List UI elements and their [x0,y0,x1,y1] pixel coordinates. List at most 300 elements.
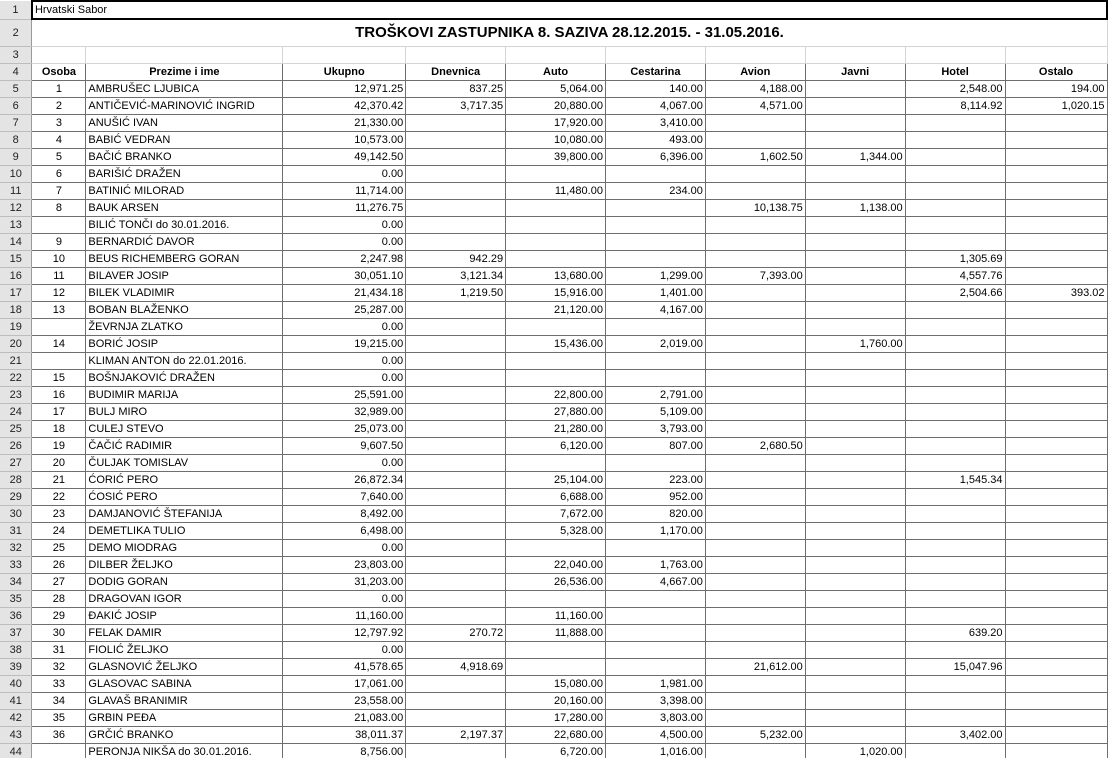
cell-ukupno[interactable]: 0.00 [283,370,406,387]
cell-avion[interactable]: 4,571.00 [705,98,805,115]
row-header[interactable]: 14 [0,234,32,251]
cell-name[interactable]: DEMETLIKA TULIO [86,523,283,540]
cell-name[interactable]: DRAGOVAN IGOR [86,591,283,608]
cell-dnevnica[interactable] [406,319,506,336]
cell-hotel[interactable] [905,183,1005,200]
cell-hotel[interactable]: 1,305.69 [905,251,1005,268]
cell-avion[interactable]: 5,232.00 [705,727,805,744]
cell-cestarina[interactable] [605,591,705,608]
cell-ukupno[interactable]: 32,989.00 [283,404,406,421]
cell-ostalo[interactable]: 194.00 [1005,81,1107,98]
cell-javni[interactable] [805,166,905,183]
cell-osoba[interactable]: 17 [32,404,86,421]
cell-ostalo[interactable] [1005,319,1107,336]
cell-ukupno[interactable]: 25,591.00 [283,387,406,404]
cell-osoba[interactable]: 36 [32,727,86,744]
cell-name[interactable]: BORIĆ JOSIP [86,336,283,353]
cell-javni[interactable] [805,115,905,132]
column-header[interactable]: Auto [506,64,606,81]
row-header[interactable]: 8 [0,132,32,149]
cell-javni[interactable] [805,523,905,540]
cell-hotel[interactable]: 3,402.00 [905,727,1005,744]
cell-name[interactable]: BABIĆ VEDRAN [86,132,283,149]
cell-osoba[interactable]: 31 [32,642,86,659]
cell-avion[interactable] [705,710,805,727]
cell-ostalo[interactable] [1005,404,1107,421]
cell-avion[interactable] [705,676,805,693]
cell-dnevnica[interactable]: 2,197.37 [406,727,506,744]
row-header[interactable]: 40 [0,676,32,693]
cell-hotel[interactable] [905,319,1005,336]
cell-avion[interactable]: 4,188.00 [705,81,805,98]
cell-ukupno[interactable]: 42,370.42 [283,98,406,115]
cell-osoba[interactable]: 4 [32,132,86,149]
cell-javni[interactable] [805,285,905,302]
cell-osoba[interactable]: 16 [32,387,86,404]
cell-dnevnica[interactable] [406,234,506,251]
empty-cell[interactable] [506,47,606,64]
empty-cell[interactable] [805,47,905,64]
cell-avion[interactable] [705,540,805,557]
cell-ukupno[interactable]: 0.00 [283,540,406,557]
cell-osoba[interactable]: 1 [32,81,86,98]
cell-ostalo[interactable] [1005,557,1107,574]
cell-avion[interactable] [705,455,805,472]
cell-dnevnica[interactable] [406,591,506,608]
cell-cestarina[interactable]: 2,019.00 [605,336,705,353]
cell-dnevnica[interactable] [406,115,506,132]
cell-javni[interactable] [805,727,905,744]
cell-osoba[interactable]: 6 [32,166,86,183]
cell-dnevnica[interactable] [406,540,506,557]
cell-dnevnica[interactable] [406,166,506,183]
cell-auto[interactable]: 20,160.00 [506,693,606,710]
cell-ukupno[interactable]: 41,578.65 [283,659,406,676]
cell-javni[interactable] [805,251,905,268]
cell-ostalo[interactable] [1005,115,1107,132]
cell-name[interactable]: ĆOSIĆ PERO [86,489,283,506]
cell-auto[interactable]: 27,880.00 [506,404,606,421]
cell-javni[interactable] [805,370,905,387]
cell-cestarina[interactable] [605,370,705,387]
cell-name[interactable]: BARIŠIĆ DRAŽEN [86,166,283,183]
row-header[interactable]: 19 [0,319,32,336]
cell-ukupno[interactable]: 0.00 [283,319,406,336]
cell-javni[interactable]: 1,020.00 [805,744,905,758]
cell-dnevnica[interactable] [406,523,506,540]
cell-avion[interactable] [705,489,805,506]
empty-cell[interactable] [32,47,86,64]
empty-cell[interactable] [86,47,283,64]
cell-name[interactable]: BEUS RICHEMBERG GORAN [86,251,283,268]
cell-cestarina[interactable]: 5,109.00 [605,404,705,421]
cell-dnevnica[interactable] [406,200,506,217]
cell-ostalo[interactable] [1005,659,1107,676]
cell-hotel[interactable] [905,506,1005,523]
cell-ostalo[interactable] [1005,676,1107,693]
cell-auto[interactable]: 6,688.00 [506,489,606,506]
cell-auto[interactable]: 39,800.00 [506,149,606,166]
cell-cestarina[interactable] [605,353,705,370]
cell-avion[interactable] [705,353,805,370]
cell-auto[interactable] [506,200,606,217]
cell-name[interactable]: DEMO MIODRAG [86,540,283,557]
cell-osoba[interactable]: 22 [32,489,86,506]
cell-cestarina[interactable] [605,200,705,217]
cell-osoba[interactable]: 19 [32,438,86,455]
cell-cestarina[interactable] [605,625,705,642]
cell-dnevnica[interactable] [406,608,506,625]
cell-cestarina[interactable]: 4,167.00 [605,302,705,319]
cell-ukupno[interactable]: 8,492.00 [283,506,406,523]
row-header[interactable]: 23 [0,387,32,404]
row-header[interactable]: 7 [0,115,32,132]
cell-hotel[interactable] [905,540,1005,557]
cell-cestarina[interactable] [605,455,705,472]
cell-hotel[interactable]: 2,504.66 [905,285,1005,302]
cell-osoba[interactable]: 34 [32,693,86,710]
cell-ostalo[interactable] [1005,387,1107,404]
cell-ukupno[interactable]: 10,573.00 [283,132,406,149]
cell-osoba[interactable]: 3 [32,115,86,132]
cell-auto[interactable] [506,234,606,251]
cell-cestarina[interactable]: 234.00 [605,183,705,200]
cell-hotel[interactable] [905,489,1005,506]
row-header[interactable]: 9 [0,149,32,166]
cell-cestarina[interactable]: 807.00 [605,438,705,455]
cell-dnevnica[interactable] [406,744,506,758]
row-header[interactable]: 30 [0,506,32,523]
cell-name[interactable]: ĆORIĆ PERO [86,472,283,489]
cell-avion[interactable]: 21,612.00 [705,659,805,676]
cell-cestarina[interactable]: 4,500.00 [605,727,705,744]
cell-osoba[interactable]: 32 [32,659,86,676]
cell-auto[interactable]: 17,280.00 [506,710,606,727]
row-header[interactable]: 11 [0,183,32,200]
row-header[interactable]: 39 [0,659,32,676]
empty-cell[interactable] [705,47,805,64]
cell-cestarina[interactable] [605,659,705,676]
row-header[interactable]: 29 [0,489,32,506]
cell-javni[interactable] [805,540,905,557]
cell-cestarina[interactable] [605,642,705,659]
cell-hotel[interactable]: 2,548.00 [905,81,1005,98]
cell-auto[interactable]: 22,800.00 [506,387,606,404]
cell-ukupno[interactable]: 6,498.00 [283,523,406,540]
empty-cell[interactable] [1005,47,1107,64]
cell-ukupno[interactable]: 7,640.00 [283,489,406,506]
cell-cestarina[interactable]: 1,401.00 [605,285,705,302]
cell-auto[interactable] [506,353,606,370]
cell-ostalo[interactable] [1005,268,1107,285]
cell-osoba[interactable]: 24 [32,523,86,540]
empty-cell[interactable] [406,47,506,64]
cell-hotel[interactable] [905,336,1005,353]
cell-avion[interactable] [705,183,805,200]
cell-hotel[interactable]: 639.20 [905,625,1005,642]
cell-ostalo[interactable] [1005,149,1107,166]
cell-auto[interactable]: 17,920.00 [506,115,606,132]
cell-auto[interactable]: 11,888.00 [506,625,606,642]
cell-avion[interactable] [705,693,805,710]
cell-hotel[interactable]: 1,545.34 [905,472,1005,489]
cell-osoba[interactable] [32,319,86,336]
cell-avion[interactable] [705,472,805,489]
cell-javni[interactable] [805,81,905,98]
row-header[interactable]: 6 [0,98,32,115]
cell-cestarina[interactable]: 2,791.00 [605,387,705,404]
cell-auto[interactable]: 11,160.00 [506,608,606,625]
cell-javni[interactable] [805,268,905,285]
cell-dnevnica[interactable] [406,676,506,693]
cell-cestarina[interactable] [605,319,705,336]
cell-cestarina[interactable]: 1,170.00 [605,523,705,540]
cell-ukupno[interactable]: 23,558.00 [283,693,406,710]
cell-osoba[interactable]: 28 [32,591,86,608]
cell-dnevnica[interactable] [406,302,506,319]
cell-auto[interactable] [506,251,606,268]
cell-ostalo[interactable] [1005,200,1107,217]
cell-dnevnica[interactable] [406,183,506,200]
row-header[interactable]: 10 [0,166,32,183]
cell-dnevnica[interactable] [406,336,506,353]
cell-cestarina[interactable]: 223.00 [605,472,705,489]
cell-auto[interactable]: 6,120.00 [506,438,606,455]
report-title[interactable]: TROŠKOVI ZASTUPNIKA 8. SAZIVA 28.12.2015. - 31.05.2016. [32,19,1107,47]
row-header[interactable]: 34 [0,574,32,591]
row-header[interactable]: 41 [0,693,32,710]
cell-name[interactable]: BUDIMIR MARIJA [86,387,283,404]
cell-dnevnica[interactable] [406,370,506,387]
cell-osoba[interactable]: 23 [32,506,86,523]
cell-javni[interactable] [805,625,905,642]
cell-name[interactable]: ANUŠIĆ IVAN [86,115,283,132]
cell-javni[interactable] [805,404,905,421]
cell-hotel[interactable] [905,523,1005,540]
cell-hotel[interactable] [905,642,1005,659]
cell-avion[interactable]: 2,680.50 [705,438,805,455]
cell-ostalo[interactable] [1005,421,1107,438]
column-header[interactable]: Hotel [905,64,1005,81]
row-header[interactable]: 3 [0,47,32,64]
cell-javni[interactable] [805,591,905,608]
cell-osoba[interactable]: 15 [32,370,86,387]
cell-ukupno[interactable]: 0.00 [283,217,406,234]
cell-auto[interactable]: 20,880.00 [506,98,606,115]
cell-hotel[interactable] [905,693,1005,710]
cell-ukupno[interactable]: 26,872.34 [283,472,406,489]
cell-osoba[interactable]: 14 [32,336,86,353]
cell-name[interactable]: ĐAKIĆ JOSIP [86,608,283,625]
cell-hotel[interactable] [905,200,1005,217]
cell-hotel[interactable] [905,455,1005,472]
cell-name[interactable]: GLASNOVIĆ ŽELJKO [86,659,283,676]
row-header[interactable]: 33 [0,557,32,574]
cell-javni[interactable]: 1,344.00 [805,149,905,166]
cell-osoba[interactable] [32,353,86,370]
cell-ukupno[interactable]: 0.00 [283,455,406,472]
cell-hotel[interactable] [905,744,1005,758]
cell-avion[interactable]: 1,602.50 [705,149,805,166]
empty-cell[interactable] [283,47,406,64]
cell-hotel[interactable] [905,302,1005,319]
cell-dnevnica[interactable] [406,149,506,166]
cell-osoba[interactable]: 26 [32,557,86,574]
cell-dnevnica[interactable] [406,217,506,234]
cell-javni[interactable] [805,659,905,676]
cell-javni[interactable] [805,132,905,149]
row-header[interactable]: 20 [0,336,32,353]
cell-hotel[interactable] [905,353,1005,370]
cell-javni[interactable] [805,302,905,319]
cell-cestarina[interactable]: 3,410.00 [605,115,705,132]
cell-ukupno[interactable]: 0.00 [283,166,406,183]
cell-osoba[interactable]: 18 [32,421,86,438]
cell-auto[interactable] [506,642,606,659]
cell-ostalo[interactable] [1005,642,1107,659]
cell-ostalo[interactable] [1005,744,1107,758]
cell-javni[interactable] [805,472,905,489]
cell-javni[interactable] [805,506,905,523]
cell-auto[interactable]: 6,720.00 [506,744,606,758]
cell-avion[interactable] [705,302,805,319]
row-header[interactable]: 32 [0,540,32,557]
cell-osoba[interactable]: 20 [32,455,86,472]
cell-avion[interactable] [705,421,805,438]
cell-hotel[interactable] [905,387,1005,404]
cell-osoba[interactable]: 13 [32,302,86,319]
cell-javni[interactable]: 1,760.00 [805,336,905,353]
cell-hotel[interactable] [905,166,1005,183]
cell-ostalo[interactable] [1005,353,1107,370]
cell-ukupno[interactable]: 0.00 [283,591,406,608]
cell-ostalo[interactable] [1005,710,1107,727]
cell-ostalo[interactable] [1005,217,1107,234]
row-header[interactable]: 13 [0,217,32,234]
row-header[interactable]: 43 [0,727,32,744]
cell-name[interactable]: PERONJA NIKŠA do 30.01.2016. [86,744,283,758]
row-header[interactable]: 22 [0,370,32,387]
cell-dnevnica[interactable]: 270.72 [406,625,506,642]
cell-auto[interactable]: 7,672.00 [506,506,606,523]
cell-name[interactable]: BAUK ARSEN [86,200,283,217]
cell-name[interactable]: ČULJAK TOMISLAV [86,455,283,472]
cell-avion[interactable] [705,132,805,149]
cell-name[interactable]: BILAVER JOSIP [86,268,283,285]
cell-hotel[interactable]: 15,047.96 [905,659,1005,676]
cell-hotel[interactable] [905,557,1005,574]
cell-hotel[interactable]: 4,557.76 [905,268,1005,285]
cell-hotel[interactable] [905,149,1005,166]
cell-ostalo[interactable] [1005,455,1107,472]
cell-ukupno[interactable]: 9,607.50 [283,438,406,455]
cell-cestarina[interactable]: 1,763.00 [605,557,705,574]
cell-avion[interactable] [705,166,805,183]
cell-dnevnica[interactable] [406,472,506,489]
cell-ukupno[interactable]: 38,011.37 [283,727,406,744]
row-header[interactable]: 27 [0,455,32,472]
cell-ukupno[interactable]: 0.00 [283,642,406,659]
cell-ukupno[interactable]: 8,756.00 [283,744,406,758]
cell-ostalo[interactable] [1005,506,1107,523]
cell-javni[interactable] [805,676,905,693]
cell-ostalo[interactable]: 393.02 [1005,285,1107,302]
cell-name[interactable]: KLIMAN ANTON do 22.01.2016. [86,353,283,370]
cell-cestarina[interactable]: 1,299.00 [605,268,705,285]
cell-avion[interactable]: 7,393.00 [705,268,805,285]
cell-avion[interactable] [705,523,805,540]
cell-dnevnica[interactable] [406,710,506,727]
cell-auto[interactable]: 22,040.00 [506,557,606,574]
cell-ukupno[interactable]: 2,247.98 [283,251,406,268]
row-header[interactable]: 12 [0,200,32,217]
cell-name[interactable]: AMBRUŠEC LJUBICA [86,81,283,98]
cell-ostalo[interactable] [1005,625,1107,642]
cell-name[interactable]: BAČIĆ BRANKO [86,149,283,166]
cell-avion[interactable] [705,574,805,591]
cell-hotel[interactable]: 8,114.92 [905,98,1005,115]
cell-ostalo[interactable] [1005,693,1107,710]
row-header[interactable]: 26 [0,438,32,455]
cell-auto[interactable] [506,540,606,557]
cell-javni[interactable] [805,98,905,115]
row-header[interactable]: 4 [0,64,32,81]
cell-dnevnica[interactable] [406,387,506,404]
cell-avion[interactable] [705,387,805,404]
cell-javni[interactable] [805,183,905,200]
cell-cestarina[interactable]: 4,067.00 [605,98,705,115]
cell-a1[interactable]: Hrvatski Sabor [32,1,1107,19]
cell-ostalo[interactable] [1005,234,1107,251]
column-header[interactable]: Javni [805,64,905,81]
cell-ostalo[interactable] [1005,591,1107,608]
cell-name[interactable]: GLAVAŠ BRANIMIR [86,693,283,710]
cell-javni[interactable] [805,353,905,370]
cell-cestarina[interactable] [605,608,705,625]
row-header[interactable]: 1 [0,1,32,19]
row-header[interactable]: 5 [0,81,32,98]
cell-osoba[interactable]: 9 [32,234,86,251]
empty-cell[interactable] [905,47,1005,64]
cell-hotel[interactable] [905,574,1005,591]
cell-auto[interactable]: 26,536.00 [506,574,606,591]
cell-dnevnica[interactable] [406,455,506,472]
cell-avion[interactable]: 10,138.75 [705,200,805,217]
row-header[interactable]: 44 [0,744,32,758]
cell-name[interactable]: BATINIĆ MILORAD [86,183,283,200]
cell-name[interactable]: GRČIĆ BRANKO [86,727,283,744]
cell-osoba[interactable]: 7 [32,183,86,200]
cell-auto[interactable] [506,455,606,472]
row-header[interactable]: 42 [0,710,32,727]
cell-dnevnica[interactable]: 4,918.69 [406,659,506,676]
cell-auto[interactable]: 5,064.00 [506,81,606,98]
cell-ostalo[interactable] [1005,336,1107,353]
row-header[interactable]: 16 [0,268,32,285]
cell-dnevnica[interactable]: 1,219.50 [406,285,506,302]
cell-ukupno[interactable]: 11,160.00 [283,608,406,625]
cell-ukupno[interactable]: 30,051.10 [283,268,406,285]
cell-auto[interactable] [506,319,606,336]
cell-hotel[interactable] [905,234,1005,251]
cell-auto[interactable]: 10,080.00 [506,132,606,149]
cell-avion[interactable] [705,370,805,387]
row-header[interactable]: 24 [0,404,32,421]
cell-name[interactable]: ČAČIĆ RADIMIR [86,438,283,455]
column-header[interactable]: Ostalo [1005,64,1107,81]
cell-cestarina[interactable]: 140.00 [605,81,705,98]
cell-dnevnica[interactable]: 837.25 [406,81,506,98]
